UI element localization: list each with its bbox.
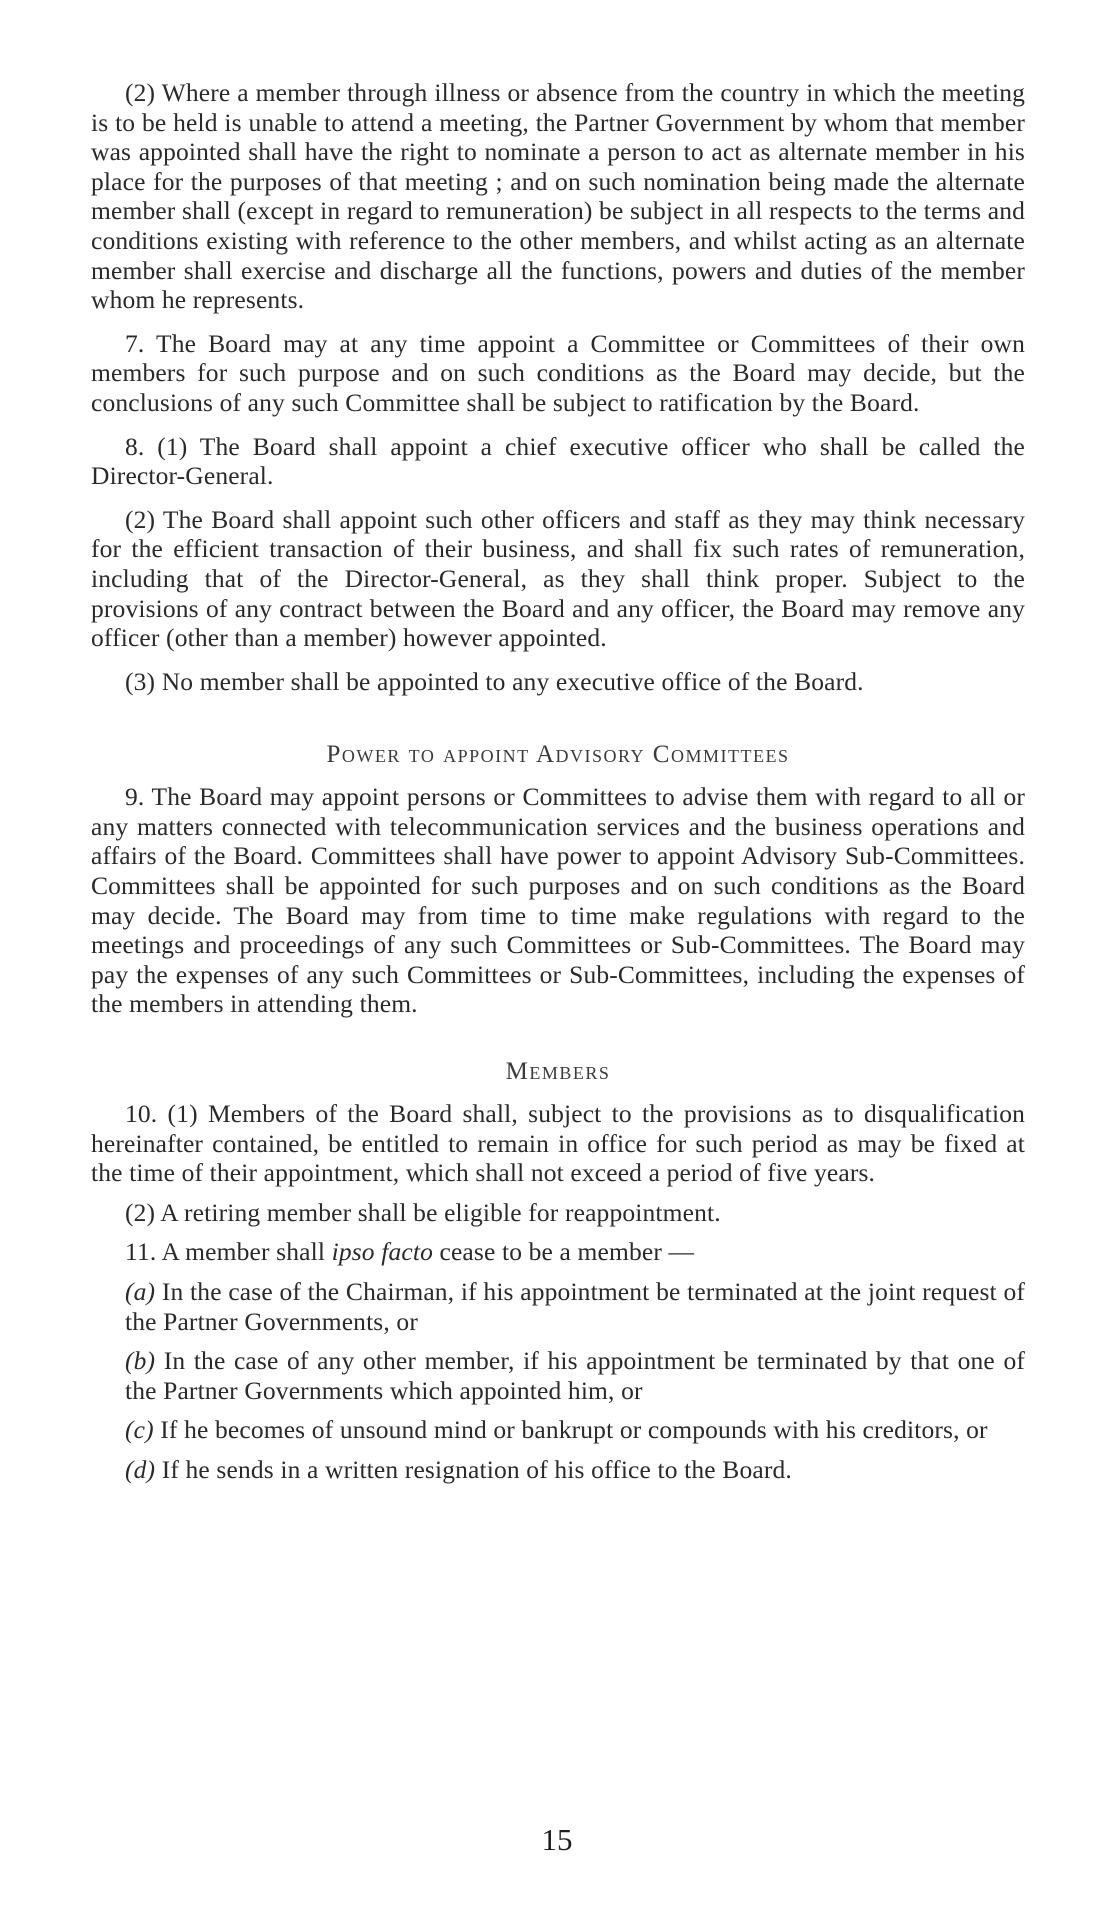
paragraph-10-2: (2) A retiring member shall be eligible for reappointment. [125,1197,721,1227]
paragraph-11-lead: 11. A member shall [125,1237,332,1267]
clause-d [91,1455,1025,1485]
paragraph-11-latin-term: ipso facto [331,1237,433,1267]
clause-text: In the case of the Chairman, if his appointment be terminated at the joint request of the Partner Governments, or [125,1277,1025,1336]
paragraph-11 [91,1237,1025,1267]
paragraph-11-tail: cease to be a member — [432,1237,695,1267]
clause-label: (b) [125,1346,156,1376]
paragraph-8-3: (3) No member shall be appointed to any executive office of the Board. [125,666,864,696]
paragraph-7: 7. The Board may at any time appoint a Committee or Committees of their own members for such purpose and on such conditions as the Board may decide, but the conclusions of any such Committee shall be subject to ratification by the Board. [91,328,1025,417]
clause-text: If he becomes of unsound mind or bankrupt or compounds with his creditors, or [153,1415,988,1445]
clause-text: If he sends in a written resignation of his office to the Board. [155,1454,792,1484]
clause-c [91,1415,1025,1445]
section-heading-members: Members [505,1058,611,1086]
clause-label: (c) [125,1415,154,1445]
clause-b [91,1346,1025,1405]
paragraph-10-1: 10. (1) Members of the Board shall, subject to the provisions as to disqualification hereinafter contained, be entitled to remain in office for such period as may be fixed at the time of their appointment, which shall not exceed a period of five years. [91,1099,1025,1188]
section-heading-advisory-committees: Power to appoint Advisory Committees [326,741,790,769]
paragraph-9: 9. The Board may appoint persons or Committees to advise them with regard to all or any matters connected with telecommunication services and the business operations and affairs of the Board. Committees shall have power to appoint Advisory Sub-Committees. Committees shall be appointed for such purposes and on such conditions as the Board may decide. The Board may from time to time make regulations with regard to the meetings and proceedings of any such Committees or Sub-Committees. The Board may pay the expenses of any such Committees or Sub-Committees, including the expenses of the members in attending them. [91,782,1025,1019]
paragraph-6-2: (2) Where a member through illness or absence from the country in which the meeting is to be held is unable to attend a meeting, the Partner Government by whom that member was appointed shall have the right to nominate a person to act as alternate member in his place for the purposes of that meeting ; and on such nomination being made the alternate member shall (except in regard to remuneration) be subject in all respects to the terms and conditions existing with reference to the other members, and whilst acting as an alternate member shall exercise and discharge all the functions, powers and duties of the member whom he represents. [91,78,1025,315]
document-page [91,78,1025,1485]
clause-text: In the case of any other member, if his appointment be terminated by that one of the Partner Governments which appointed him, or [125,1346,1025,1405]
clause-label: (d) [125,1454,156,1484]
page-number: 15 [541,1822,573,1857]
paragraph-8-1: 8. (1) The Board shall appoint a chief executive officer who shall be called the Director-General. [91,431,1025,491]
paragraph-8-2: (2) The Board shall appoint such other officers and staff as they may think necessary for the efficient transaction of their business, and shall fix such rates of remuneration, including that of the Director-General, as they shall think proper. Subject to the provisions of any contract between the Board and any officer, the Board may remove any officer (other than a member) however appointed. [91,504,1025,653]
clause-a [91,1277,1025,1336]
clause-label: (a) [125,1277,156,1306]
